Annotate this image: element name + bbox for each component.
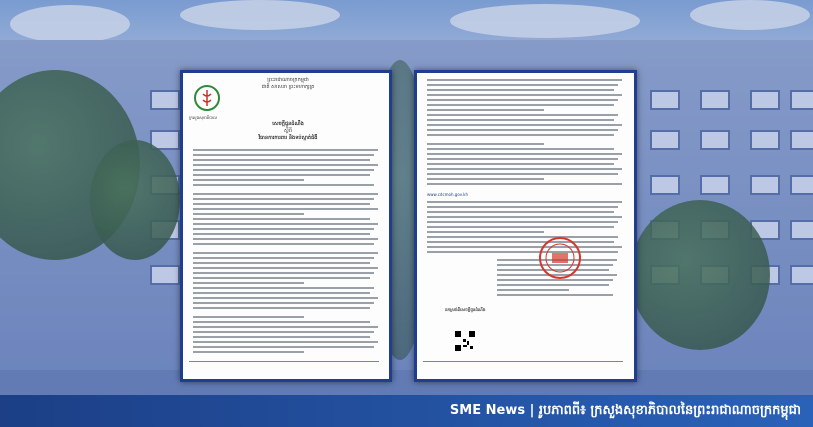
text-line [193, 302, 374, 304]
text-line [193, 297, 378, 299]
footer-rule [423, 361, 623, 362]
ministry-of-health-logo [193, 84, 221, 112]
text-line [427, 104, 614, 106]
document-page-2 [414, 70, 637, 382]
photo-credit [450, 402, 801, 421]
text-line [427, 168, 622, 170]
text-line [193, 184, 374, 186]
separator: | [525, 403, 539, 418]
signature-label: ដកស្រង់ពីសេចក្តីជូនដំណឹង [445, 307, 486, 312]
text-line [427, 153, 622, 155]
text-line [193, 159, 370, 161]
text-line [193, 326, 378, 328]
text-line [193, 238, 378, 240]
text-line [427, 183, 622, 185]
text-line [427, 114, 618, 116]
ministry-name: ក្រសួងសុខាភិបាល [189, 115, 217, 120]
text-line [427, 84, 618, 86]
text-line [193, 193, 378, 195]
document-subtitle: ស្តីពី [284, 128, 292, 134]
text-line [193, 316, 304, 318]
text-line [427, 109, 544, 111]
text-line [193, 198, 374, 200]
text-line [193, 287, 374, 289]
text-line [193, 331, 374, 333]
text-line [193, 164, 378, 166]
document-topic: វិធានការការពារ និងទប់ស្កាត់ជំងឺ [258, 135, 318, 141]
text-line [427, 221, 618, 223]
text-line [427, 94, 622, 96]
text-line [193, 272, 374, 274]
text-line [427, 241, 614, 243]
text-line [497, 289, 569, 291]
document-page-1 [180, 70, 392, 382]
text-line [193, 351, 304, 353]
text-line [427, 246, 622, 248]
text-line [427, 163, 614, 165]
footer-rule [189, 361, 379, 362]
text-line [427, 201, 622, 203]
text-line [193, 252, 378, 254]
document-title: សេចក្តីជូនដំណឹង [272, 121, 304, 127]
qr-code [455, 331, 475, 351]
text-line [193, 292, 370, 294]
text-line [427, 173, 618, 175]
text-line [427, 236, 618, 238]
text-line [427, 148, 614, 150]
official-seal-stamp [538, 236, 582, 280]
text-line [193, 208, 378, 210]
text-line [427, 216, 622, 218]
text-line [427, 99, 618, 101]
text-line [193, 267, 378, 269]
text-line [193, 346, 374, 348]
text-line [427, 119, 614, 121]
text-line [427, 226, 614, 228]
text-line [193, 169, 374, 171]
text-line [193, 262, 370, 264]
text-line [193, 218, 370, 220]
credit-text: រូបភាពពី៖ ក្រសួងសុខាភិបាលនៃព្រះរាជាណាចក្រកម្ពុជា [538, 403, 801, 418]
text-line [427, 129, 618, 131]
text-line [193, 282, 304, 284]
text-line [427, 178, 544, 180]
text-line [427, 211, 614, 213]
text-line [193, 341, 378, 343]
text-line [193, 228, 374, 230]
text-line [193, 223, 378, 225]
text-line [193, 321, 370, 323]
text-line [427, 251, 618, 253]
text-line [193, 149, 378, 151]
text-line [427, 134, 614, 136]
text-line [193, 277, 370, 279]
text-line [193, 203, 370, 205]
source-name: SME News [449, 403, 526, 418]
text-line [427, 206, 618, 208]
text-line [427, 89, 614, 91]
text-line [497, 294, 613, 296]
text-line [427, 158, 618, 160]
text-line [193, 174, 370, 176]
text-line [427, 124, 622, 126]
text-line [193, 257, 374, 259]
kingdom-line-2: ជាតិ សាសនា ព្រះមហាក្សត្រ [261, 84, 315, 90]
text-line [193, 154, 374, 156]
text-line [193, 336, 370, 338]
text-line [193, 243, 374, 245]
text-line [193, 307, 370, 309]
text-line [427, 79, 622, 81]
text-line [427, 231, 544, 233]
kingdom-line-1: ព្រះរាជាណាចក្រកម្ពុជា [267, 77, 309, 83]
website-link: www.cdcmoh.gov.kh [427, 192, 468, 197]
text-line [193, 213, 304, 215]
text-line [427, 143, 544, 145]
text-line [497, 284, 609, 286]
text-line [193, 233, 370, 235]
text-line [193, 179, 304, 181]
